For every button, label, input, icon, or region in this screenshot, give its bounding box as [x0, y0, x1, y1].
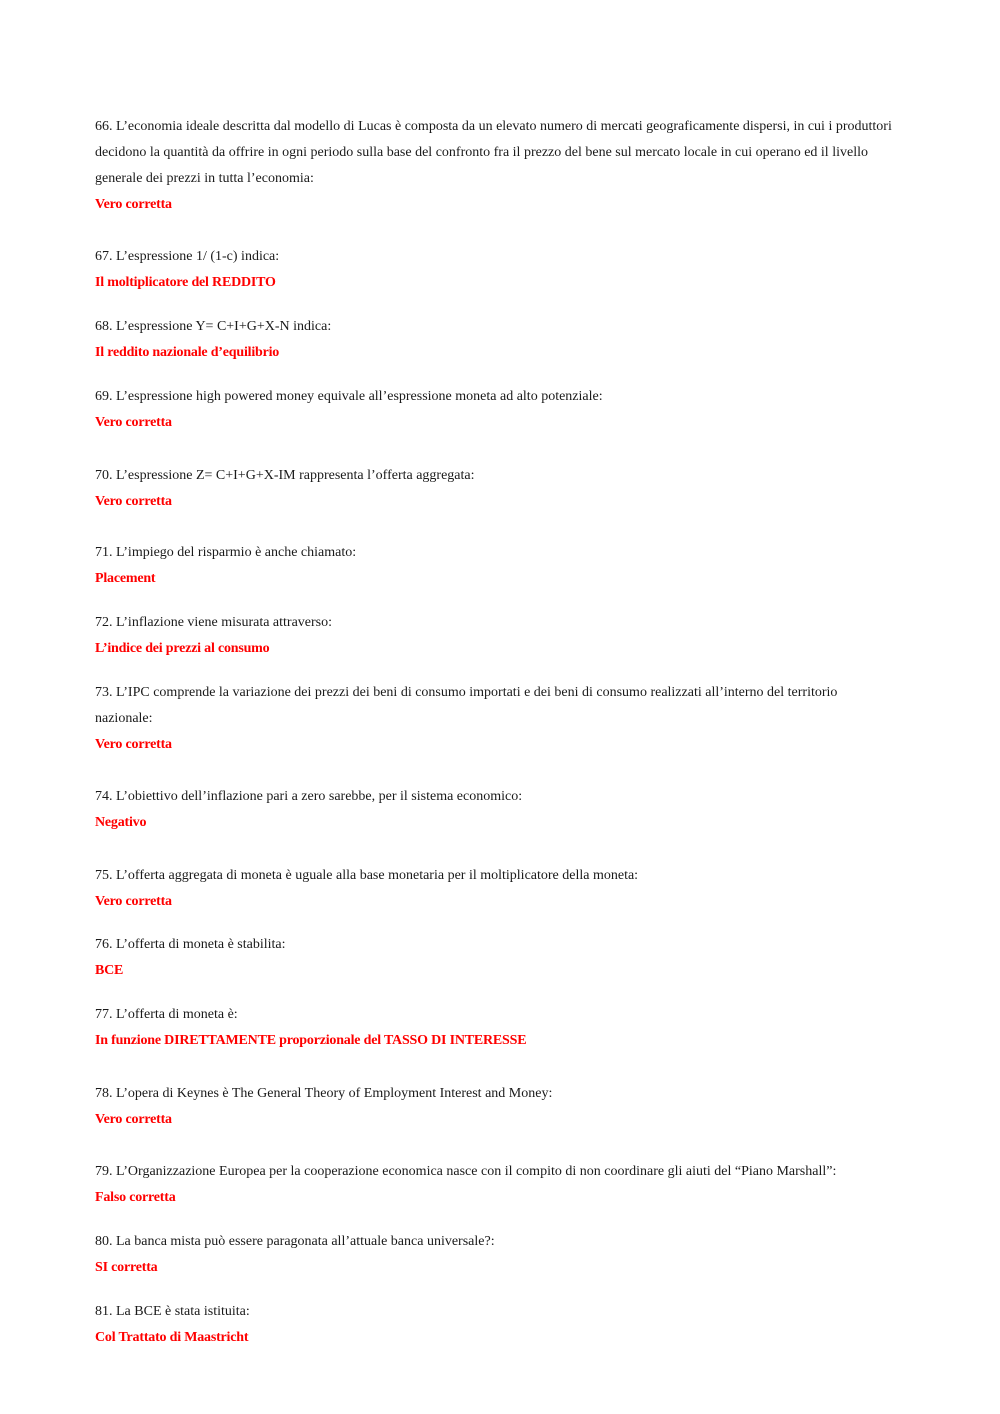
answer-text: Col Trattato di Maastricht: [95, 1330, 249, 1345]
answer-text: Vero corretta: [95, 494, 172, 509]
qa-item-81: [95, 1299, 895, 1351]
qa-item-72: [95, 610, 895, 662]
question-text: 78. L’opera di Keynes è The General Theory of Employment Interest and Money:: [95, 1086, 553, 1101]
question-text: 73. L’IPC comprende la variazione dei prezzi dei beni di consumo importati e dei beni di consumo realizzati all’interno del territorio nazionale:: [95, 685, 838, 726]
qa-item-74: [95, 784, 895, 836]
question-text: 79. L’Organizzazione Europea per la cooperazione economica nasce con il compito di non coordinare gli aiuti del “Piano Marshall”:: [95, 1164, 837, 1179]
question-text: 68. L’espressione Y= C+I+G+X-N indica:: [95, 319, 332, 334]
answer-text: Il moltiplicatore del REDDITO: [95, 275, 276, 290]
qa-item-71: [95, 540, 895, 592]
question-text: 75. L’offerta aggregata di moneta è uguale alla base monetaria per il moltiplicatore della moneta:: [95, 868, 639, 883]
answer-text: Vero corretta: [95, 737, 172, 752]
answer-text: Placement: [95, 571, 156, 586]
qa-item-67: [95, 244, 895, 296]
qa-item-69: [95, 384, 895, 436]
qa-item-66: [95, 114, 895, 218]
answer-text: Vero corretta: [95, 1112, 172, 1127]
question-text: 74. L’obiettivo dell’inflazione pari a zero sarebbe, per il sistema economico:: [95, 789, 523, 804]
answer-text: In funzione DIRETTAMENTE proporzionale del TASSO DI INTERESSE: [95, 1033, 527, 1048]
question-text: 70. L’espressione Z= C+I+G+X-IM rappresenta l’offerta aggregata:: [95, 468, 475, 483]
answer-text: Vero corretta: [95, 197, 172, 212]
qa-item-79: [95, 1159, 895, 1211]
question-text: 71. L’impiego del risparmio è anche chiamato:: [95, 545, 357, 560]
question-text: 76. L’offerta di moneta è stabilita:: [95, 937, 286, 952]
qa-item-78: [95, 1081, 895, 1133]
question-text: 80. La banca mista può essere paragonata all’attuale banca universale?:: [95, 1234, 495, 1249]
answer-text: Vero corretta: [95, 894, 172, 909]
qa-item-77: [95, 1002, 895, 1054]
qa-item-76: [95, 932, 895, 984]
answer-text: Vero corretta: [95, 415, 172, 430]
qa-item-70: [95, 463, 895, 515]
qa-item-73: [95, 680, 895, 758]
qa-item-75: [95, 863, 895, 915]
question-text: 69. L’espressione high powered money equivale all’espressione moneta ad alto potenziale:: [95, 389, 603, 404]
question-text: 67. L’espressione 1/ (1-c) indica:: [95, 249, 280, 264]
question-text: 72. L’inflazione viene misurata attraverso:: [95, 615, 333, 630]
answer-text: BCE: [95, 963, 124, 978]
question-text: 77. L’offerta di moneta è:: [95, 1007, 238, 1022]
answer-text: Negativo: [95, 815, 147, 830]
qa-item-80: [95, 1229, 895, 1281]
answer-text: Il reddito nazionale d’equilibrio: [95, 345, 280, 360]
question-text: 66. L’economia ideale descritta dal modello di Lucas è composta da un elevato numero di mercati geograficamente dispersi, in cui i produttori decidono la quantità da offrire in ogni periodo sulla base del confronto fra il prezzo del bene sul mercato locale in cui operano ed il livello generale dei prezzi in tutta l’economia:: [95, 119, 892, 186]
qa-item-68: [95, 314, 895, 366]
answer-text: Falso corretta: [95, 1190, 176, 1205]
question-text: 81. La BCE è stata istituita:: [95, 1304, 250, 1319]
answer-text: SI corretta: [95, 1260, 158, 1275]
answer-text: L’indice dei prezzi al consumo: [95, 641, 270, 656]
